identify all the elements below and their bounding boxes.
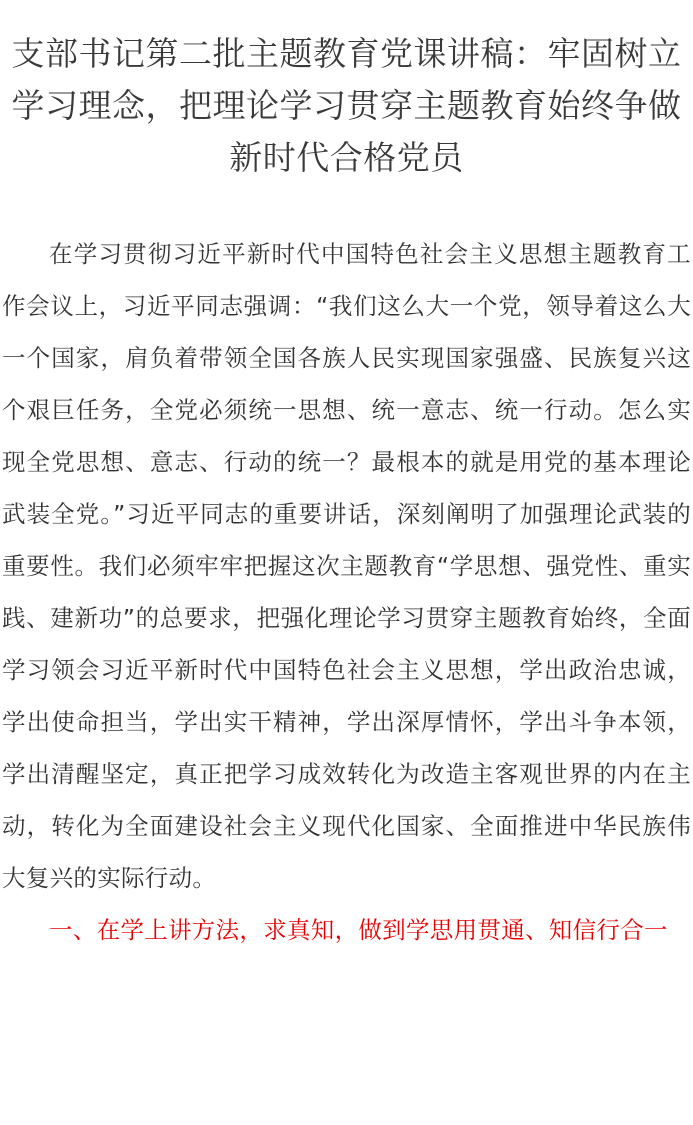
section-heading: 一、在学上讲方法，求真知，做到学思用贯通、知信行合一 [49,916,668,944]
body-paragraph: 在学习贯彻习近平新时代中国特色社会主义思想主题教育工作会议上，习近平同志强调：“我们这么大一个党，领导着这么大一个国家，肩负着带领全国各族人民实现国家强盛、民族复兴这个艰巨任务，全党必须统一思想、统一意志、统一行动。怎么实现全党思想、意志、行动的统一？最根本的就是用党的基本理论武装全党。”习近平同志的重要讲话，深刻阐明了加强理论武装的重要性。我们必须牢牢把握这次主题教育“学思想、强党性、重实践、建新功”的总要求，把强化理论学习贯穿主题教育始终，全面学习领会习近平新时代中国特色社会主义思想，学出政治忠诚，学出使命担当，学出实干精神，学出深厚情怀，学出斗争本领，学出清醒坚定，真正把学习成效转化为改造主客观世界的内在主动，转化为全面建设社会主义现代化国家、全面推进中华民族伟大复兴的实际行动。 [2,240,691,892]
document-page [0,28,693,956]
document-title: 支部书记第二批主题教育党课讲稿：牢固树立学习理念，把理论学习贯穿主题教育始终争做新时代合格党员 [11,34,682,177]
